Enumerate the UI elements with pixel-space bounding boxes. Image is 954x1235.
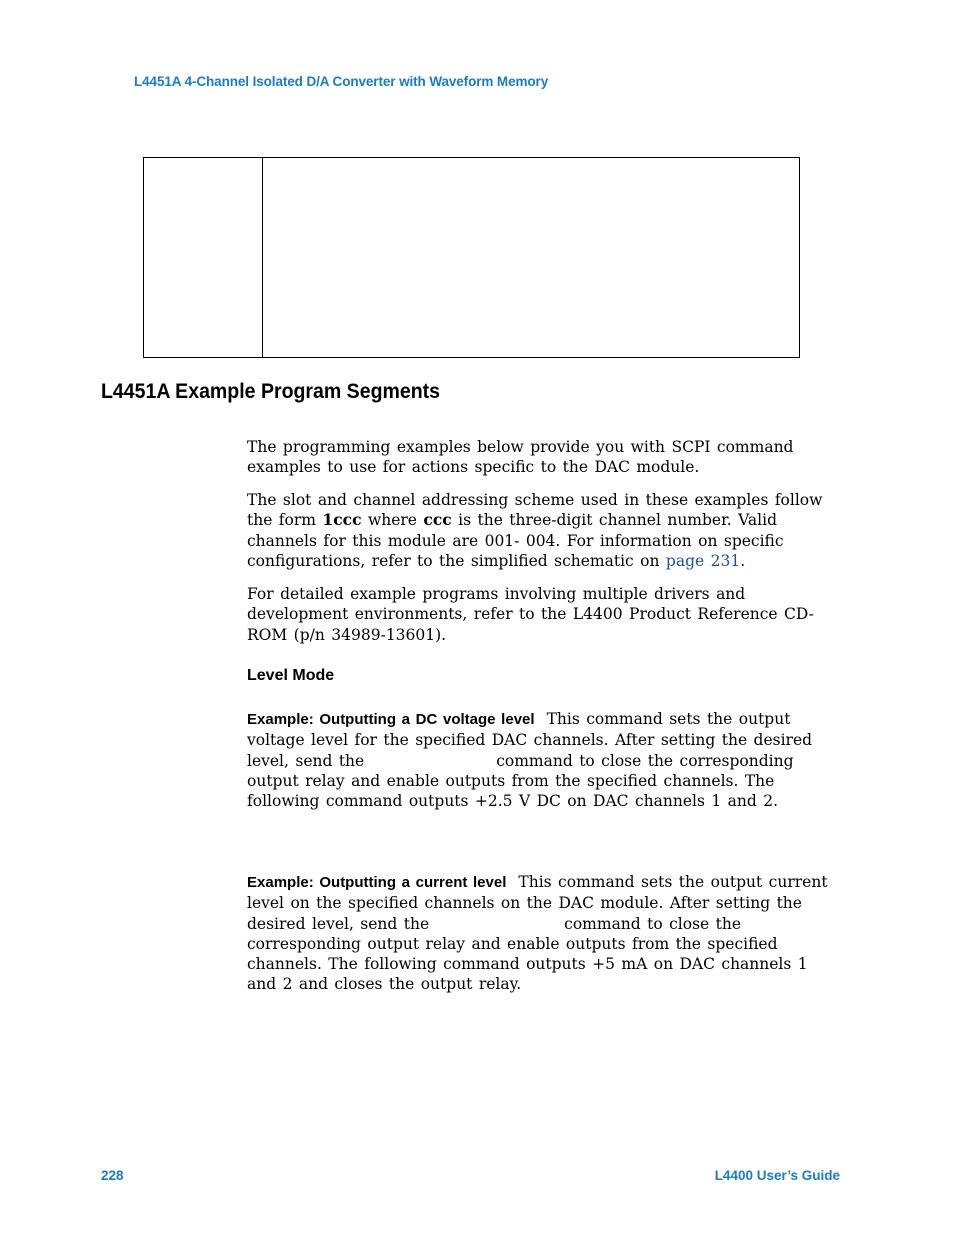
current-example-heading: Example: Outputting a current level <box>247 874 507 891</box>
running-header: L4451A 4-Channel Isolated D/A Converter with Waveform Memory <box>134 74 549 89</box>
page-link[interactable]: page 231 <box>665 551 741 570</box>
intro-paragraph: The programming examples below provide you with SCPI command examples to use for actions specific to the DAC module. <box>247 438 794 477</box>
guide-title: L4400 User’s Guide <box>714 1168 840 1183</box>
voltage-text-2: command to close the corresponding output relay and enable outputs from the specified channels. The following command outputs +2.5 V DC on DAC channels 1 and 2. <box>247 751 794 811</box>
current-text-1: This command sets the output current level on the specified channels on the DAC module. After setting the desired level, send the <box>247 873 828 933</box>
current-example-paragraph <box>247 872 837 995</box>
voltage-example-heading: Example: Outputting a DC voltage level <box>247 711 535 728</box>
section-title: L4451A Example Program Segments <box>101 380 441 403</box>
addressing-text-1: The slot and channel addressing scheme used in these examples follow the form <box>247 491 823 530</box>
addressing-text-2: where <box>361 511 424 530</box>
page-number: 228 <box>101 1168 124 1183</box>
addressing-text-3: is the three-digit channel number. Valid channels for this module are 001- 004. For information on specific configurations, refer to the simplified schematic on <box>247 511 784 570</box>
voltage-text-1: This command sets the output voltage level for the specified DAC channels. After setting the desired level, send the <box>247 710 813 770</box>
detailed-paragraph: For detailed example programs involving multiple drivers and development environments, refer to the L4400 Product Reference CD-ROM (p/n 34989-13601). <box>247 585 814 644</box>
level-mode-heading: Level Mode <box>247 667 335 684</box>
addressing-text-4: . <box>740 551 746 570</box>
form-code: 1ccc <box>322 510 362 530</box>
addressing-paragraph <box>247 490 837 571</box>
voltage-example-paragraph <box>247 709 837 811</box>
table-column-divider <box>262 158 263 357</box>
current-text-2: command to close the corresponding output relay and enable outputs from the specified channels. The following command outputs +5 mA on DAC channels 1 and 2 and closes the output relay. <box>247 914 808 994</box>
empty-table-frame <box>143 157 800 358</box>
channel-code: ccc <box>423 510 452 530</box>
